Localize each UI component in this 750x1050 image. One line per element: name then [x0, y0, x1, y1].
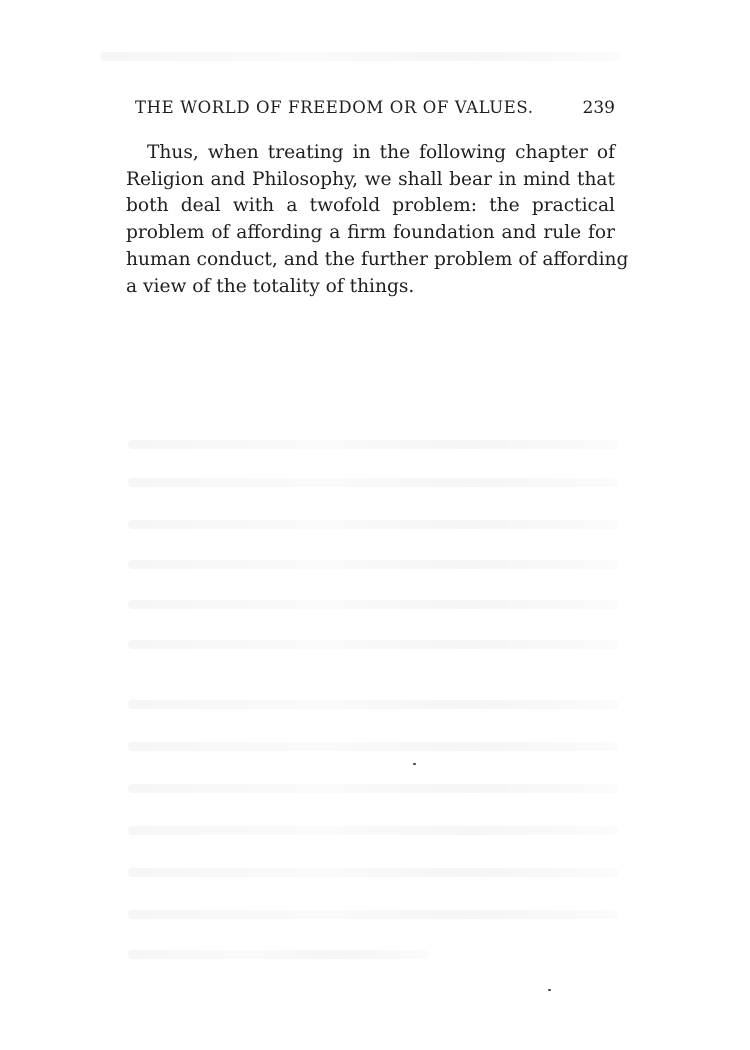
bleed-through-line [128, 950, 428, 959]
paragraph-line: Thus, when treating in the following chapter of [147, 142, 615, 163]
body-paragraph [126, 140, 629, 300]
bleed-through-line [128, 742, 618, 751]
bleed-through-line [128, 478, 618, 487]
page-number: 239 [582, 98, 615, 118]
bleed-through-line [128, 826, 618, 835]
paragraph-line: a view of the totality of things. [126, 275, 415, 297]
paragraph-line: both deal with a twofold problem: the practical [126, 195, 615, 217]
bleed-through-line [128, 560, 618, 569]
bleed-through-line [128, 520, 618, 529]
bleed-through-line [100, 52, 620, 61]
running-title: THE WORLD OF FREEDOM OR OF VALUES. [135, 98, 534, 117]
running-head [135, 98, 615, 126]
bleed-through-line [128, 784, 618, 793]
ink-speck [413, 763, 416, 765]
bleed-through-line [128, 868, 618, 877]
ink-speck [548, 989, 551, 991]
bleed-through-line [128, 700, 618, 709]
paragraph-line: human conduct, and the further problem of affording [126, 248, 629, 270]
bleed-through-line [128, 640, 618, 649]
paragraph-line: problem of affording a firm foundation and rule for [126, 222, 615, 244]
bleed-through-line [128, 910, 618, 919]
bleed-through-line [128, 440, 618, 449]
bleed-through-line [128, 600, 618, 609]
paragraph-line: Religion and Philosophy, we shall bear in mind that [126, 168, 615, 190]
